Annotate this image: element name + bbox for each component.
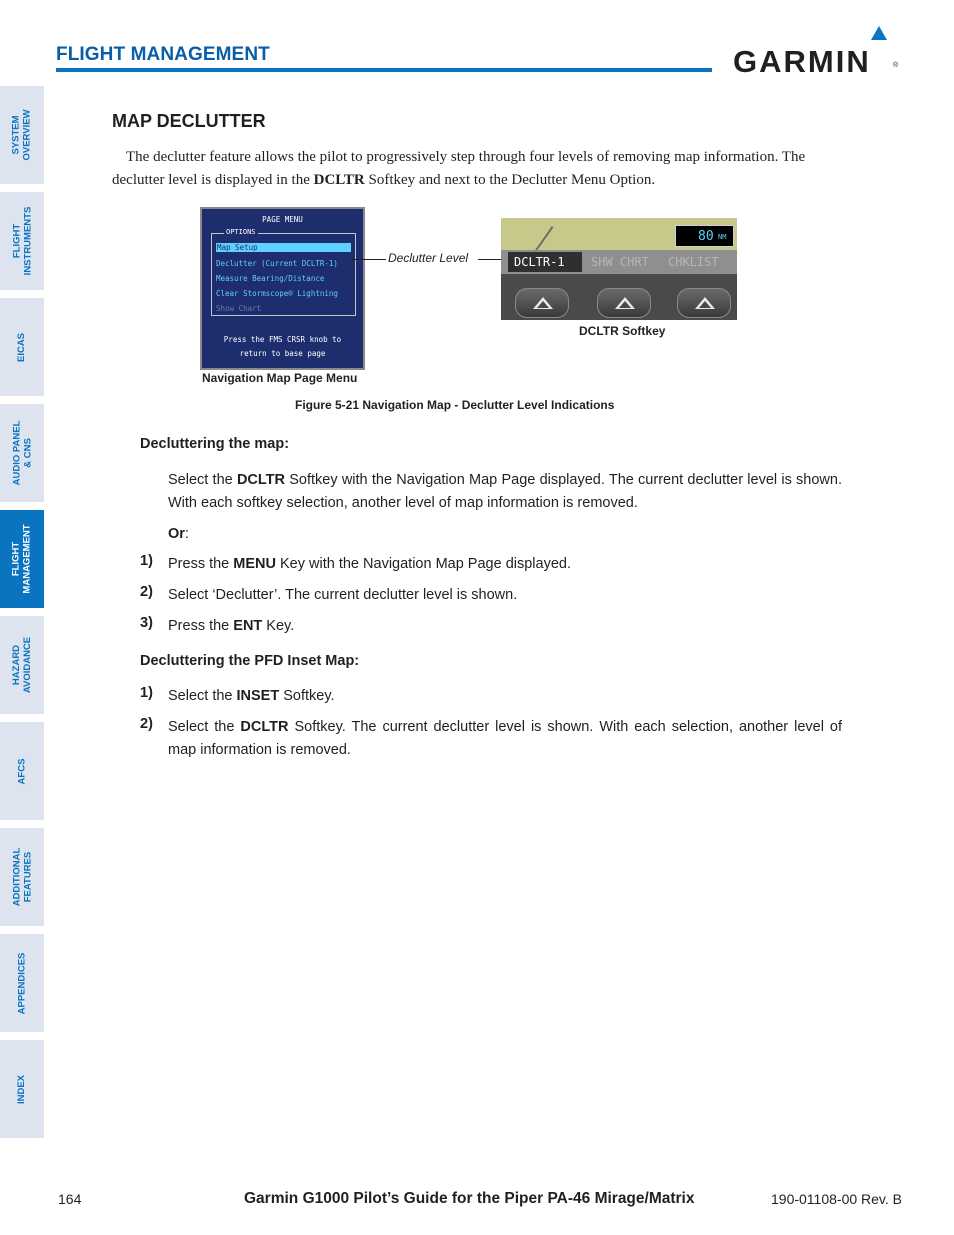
step-text: Key with the Navigation Map Page displayed. <box>275 556 571 572</box>
menu-caption: Navigation Map Page Menu <box>202 371 358 385</box>
step-text-block <box>168 615 842 638</box>
garmin-logo <box>733 26 899 79</box>
callout-label: Declutter Level <box>388 251 469 265</box>
triangle-inner <box>537 301 549 308</box>
triangle-up-icon <box>533 297 553 309</box>
step-number: 2) <box>140 716 153 732</box>
section-header: FLIGHT MANAGEMENT <box>56 44 270 65</box>
tab-label <box>17 758 28 784</box>
tab-label <box>16 1074 27 1103</box>
page-menu-screenshot <box>200 207 365 370</box>
logo-wordmark: GARMIN <box>733 44 871 79</box>
step-text: Select the <box>168 472 237 488</box>
procedure-heading: Decluttering the PFD Inset Map: <box>140 653 360 669</box>
triangle-inner <box>619 301 631 308</box>
step-number: 1) <box>140 553 153 569</box>
step-key: ENT <box>233 618 263 634</box>
figure-caption: Figure 5-21 Navigation Map - Declutter Level Indications <box>295 398 615 412</box>
step-number: 3) <box>140 615 153 631</box>
tab-additional-features[interactable] <box>0 828 44 926</box>
step-key: DCLTR <box>240 719 289 735</box>
step-text: Select ‘Declutter’. The current declutter level is shown. <box>168 587 518 603</box>
tab-label-line1: APPENDICES <box>16 952 28 1014</box>
tab-label-line1: EICAS <box>16 332 28 362</box>
step-key: INSET <box>236 688 280 704</box>
tab-label <box>16 332 27 361</box>
map-range-value: 80 <box>698 229 714 244</box>
or-text: Or <box>168 526 185 542</box>
tab-eicas[interactable] <box>0 298 44 396</box>
tab-index[interactable] <box>0 1040 44 1138</box>
map-range-unit: NM <box>718 233 727 241</box>
footer-title: Garmin G1000 Pilot’s Guide for the Piper PA-46 Mirage/Matrix <box>244 1190 695 1207</box>
tab-label <box>11 524 33 593</box>
step-text: Softkey. The current declutter level is shown. With each selection, another level of map information is removed. <box>168 719 842 758</box>
tab-label-line2: MANAGEMENT <box>22 524 34 594</box>
step-number: 2) <box>140 584 153 600</box>
tab-label-line1: AFCS <box>16 758 28 784</box>
page-menu-title: PAGE MENU <box>262 215 303 224</box>
tab-label-line1: INDEX <box>16 1074 28 1104</box>
tab-flight-management[interactable] <box>0 510 44 608</box>
tab-label <box>11 109 33 160</box>
triangle-up-icon <box>615 297 635 309</box>
header-rule <box>56 68 712 72</box>
section-title: MAP DECLUTTER <box>112 111 266 131</box>
triangle-inner <box>699 301 711 308</box>
tab-hazard-avoidance[interactable] <box>0 616 44 714</box>
tab-label-line2: FEATURES <box>22 851 34 903</box>
tab-label-line1: FLIGHT <box>11 223 22 259</box>
step-text: Key. <box>262 618 295 634</box>
step-text-block <box>168 685 842 708</box>
step-text: Press the <box>168 618 234 634</box>
intro-text: The declutter feature allows the pilot to progressively step through four levels of removing map information. The declutter level is displayed in the <box>112 149 806 188</box>
options-header: OPTIONS <box>226 228 256 236</box>
footer-doc-number: 190-01108-00 Rev. B <box>771 1191 903 1207</box>
softkey-button[interactable] <box>677 288 731 318</box>
triangle-up-icon <box>695 297 715 309</box>
logo-registered-mark: ® <box>893 62 899 69</box>
tab-appendices[interactable] <box>0 934 44 1032</box>
tab-label-line1: HAZARD <box>11 644 22 686</box>
softkey-caption: DCLTR Softkey <box>579 324 666 338</box>
tab-label <box>11 848 33 907</box>
step-number: 1) <box>140 685 153 701</box>
intro-bold-term: DCLTR <box>313 171 365 188</box>
menu-item-declutter[interactable]: Declutter (Current DCLTR-1) <box>216 259 338 268</box>
page-number: 164 <box>58 1191 82 1207</box>
or-label <box>168 523 842 546</box>
tab-audio-panel-cns[interactable] <box>0 404 44 502</box>
step-text: Press the <box>168 556 234 572</box>
softkey-bar <box>501 250 737 274</box>
map-line <box>535 226 554 252</box>
step-text-block <box>168 716 842 761</box>
softkey-chklist[interactable]: CHKLIST <box>668 255 719 269</box>
tab-label-line2: & CNS <box>22 438 33 468</box>
tab-label-line2: INSTRUMENTS <box>22 206 33 276</box>
tab-afcs[interactable] <box>0 722 44 820</box>
options-box <box>211 228 356 316</box>
softkey-shw-chrt[interactable]: SHW CHRT <box>591 255 649 269</box>
intro-paragraph <box>112 146 844 191</box>
menu-item-show-chart[interactable]: Show Chart <box>216 304 262 313</box>
softkey-dcltr[interactable]: DCLTR-1 <box>508 252 582 272</box>
tab-label <box>11 421 33 486</box>
logo-triangle-icon <box>871 26 887 40</box>
tab-system-overview[interactable] <box>0 86 44 184</box>
step-text-block <box>168 553 842 576</box>
step-key: DCLTR <box>236 472 285 488</box>
procedure-heading: Decluttering the map: <box>140 436 290 452</box>
tab-label <box>11 207 33 276</box>
or-colon: : <box>184 526 189 542</box>
page-menu-footer: Press the FMS CRSR knob to return to base page <box>223 335 342 358</box>
menu-item-clear-stormscope[interactable]: Clear Stormscope® Lightning <box>216 289 338 298</box>
map-range-box <box>675 225 734 247</box>
softkey-button[interactable] <box>515 288 569 318</box>
tab-label-line2: AVOIDANCE <box>22 636 33 694</box>
tab-label-line2: OVERVIEW <box>22 109 33 161</box>
step-text-block <box>168 584 842 607</box>
tab-flight-instruments[interactable] <box>0 192 44 290</box>
step-text: Softkey. <box>279 688 335 704</box>
tab-label-line1: AUDIO PANEL <box>11 420 22 486</box>
menu-item-map-setup[interactable]: Map Setup <box>216 243 351 252</box>
menu-item-measure[interactable]: Measure Bearing/Distance <box>216 274 325 283</box>
callout-leader-line <box>352 259 386 260</box>
tab-label-line1: FLIGHT <box>11 541 23 577</box>
step-text: Softkey with the Navigation Map Page displayed. The current declutter level is shown. With each softkey selection, another level of map information is removed. <box>168 472 842 511</box>
procedure-intro <box>168 469 842 514</box>
tab-label-line1: SYSTEM <box>11 115 22 155</box>
step-text: Select the <box>168 719 241 735</box>
softkey-button[interactable] <box>597 288 651 318</box>
step-text: Select the <box>168 688 237 704</box>
softkey-screenshot <box>501 218 737 320</box>
tab-label-line1: ADDITIONAL <box>11 847 23 907</box>
tab-label <box>11 637 33 693</box>
intro-text: Softkey and next to the Declutter Menu Option. <box>364 171 656 188</box>
tab-label <box>17 952 28 1014</box>
step-key: MENU <box>233 556 276 572</box>
